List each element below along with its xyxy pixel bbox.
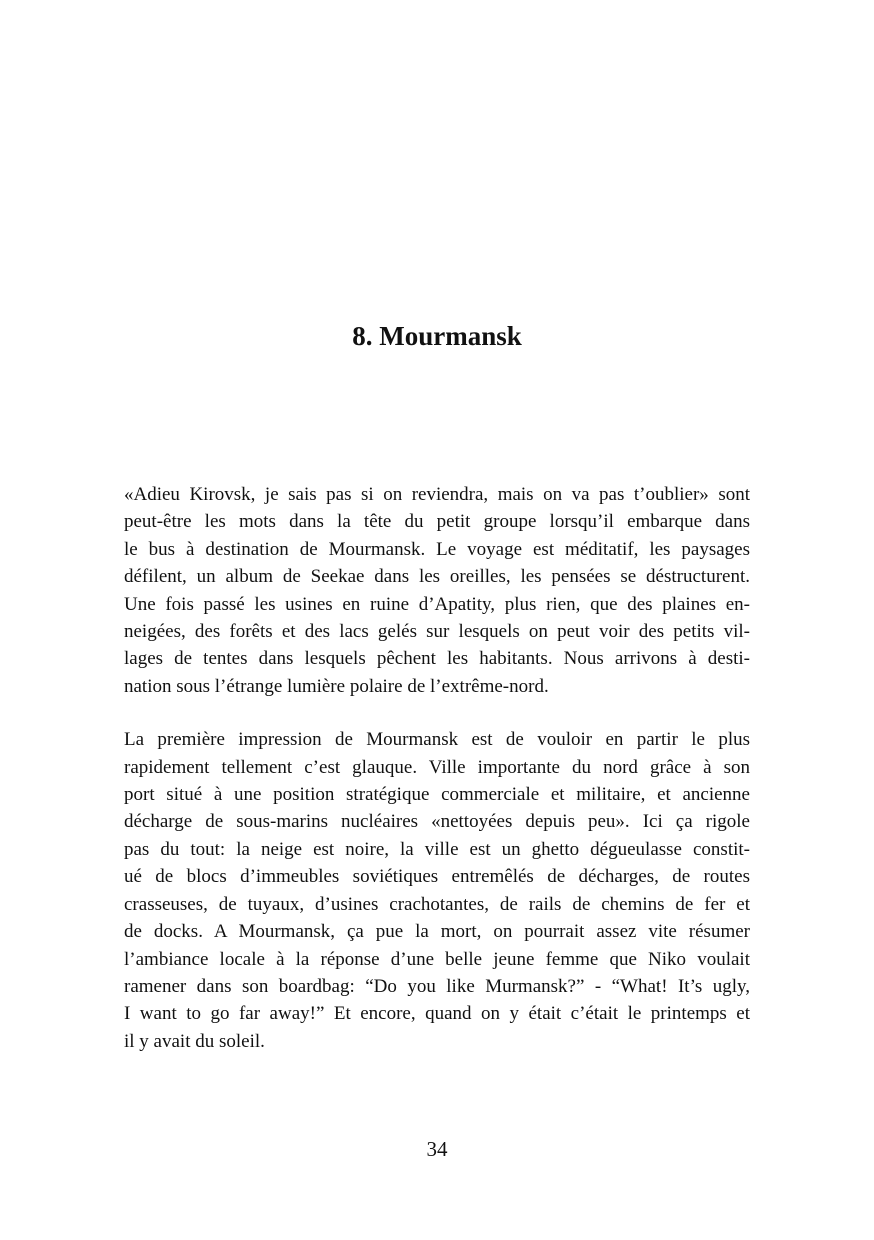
paragraph-1 (124, 481, 750, 700)
text-line: le bus à destination de Mourmansk. Le voyage est méditatif, les paysages (124, 538, 750, 560)
text-line: neigées, des forêts et des lacs gelés sur lesquels on peut voir des petits vil- (124, 621, 750, 643)
text-line: port situé à une position stratégique commerciale et militaire, et ancienne (124, 784, 750, 806)
text-line: décharge de sous-marins nucléaires «nettoyées depuis peu». Ici ça rigole (124, 811, 750, 833)
text-line: de docks. A Mourmansk, ça pue la mort, on pourrait assez vite résumer (124, 921, 750, 943)
text-line: crasseuses, de tuyaux, d’usines crachotantes, de rails de chemins de fer et (124, 893, 750, 915)
text-line: I want to go far away!” Et encore, quand on y était c’était le printemps et (124, 1003, 750, 1025)
chapter-title: 8. Mourmansk (352, 321, 522, 351)
body-text (124, 481, 750, 1055)
paragraph-2 (124, 726, 750, 1055)
text-line: l’ambiance locale à la réponse d’une belle jeune femme que Niko voulait (124, 948, 750, 970)
text-line: peut-être les mots dans la tête du petit groupe lorsqu’il embarque dans (124, 511, 750, 533)
text-line: nation sous l’étrange lumière polaire de l’extrême-nord. (124, 675, 549, 697)
paragraph-spacer (124, 700, 750, 726)
text-line: rapidement tellement c’est glauque. Ville importante du nord grâce à son (124, 756, 750, 778)
page-number: 34 (426, 1137, 448, 1161)
text-line: Une fois passé les usines en ruine d’Apatity, plus rien, que des plaines en- (124, 593, 750, 615)
text-line: «Adieu Kirovsk, je sais pas si on reviendra, mais on va pas t’oublier» sont (124, 484, 750, 505)
text-line: défilent, un album de Seekae dans les oreilles, les pensées se déstructurent. (124, 566, 750, 588)
text-line: ué de blocs d’immeubles soviétiques entremêlés de décharges, de routes (124, 866, 750, 888)
text-line: lages de tentes dans lesquels pêchent les habitants. Nous arrivons à desti- (124, 648, 750, 670)
text-line: il y avait du soleil. (124, 1030, 265, 1052)
text-line: ramener dans son boardbag: “Do you like Murmansk?” - “What! It’s ugly, (124, 975, 750, 997)
text-line: pas du tout: la neige est noire, la ville est un ghetto dégueulasse constit- (124, 838, 750, 860)
text-line: La première impression de Mourmansk est de vouloir en partir le plus (124, 729, 750, 751)
